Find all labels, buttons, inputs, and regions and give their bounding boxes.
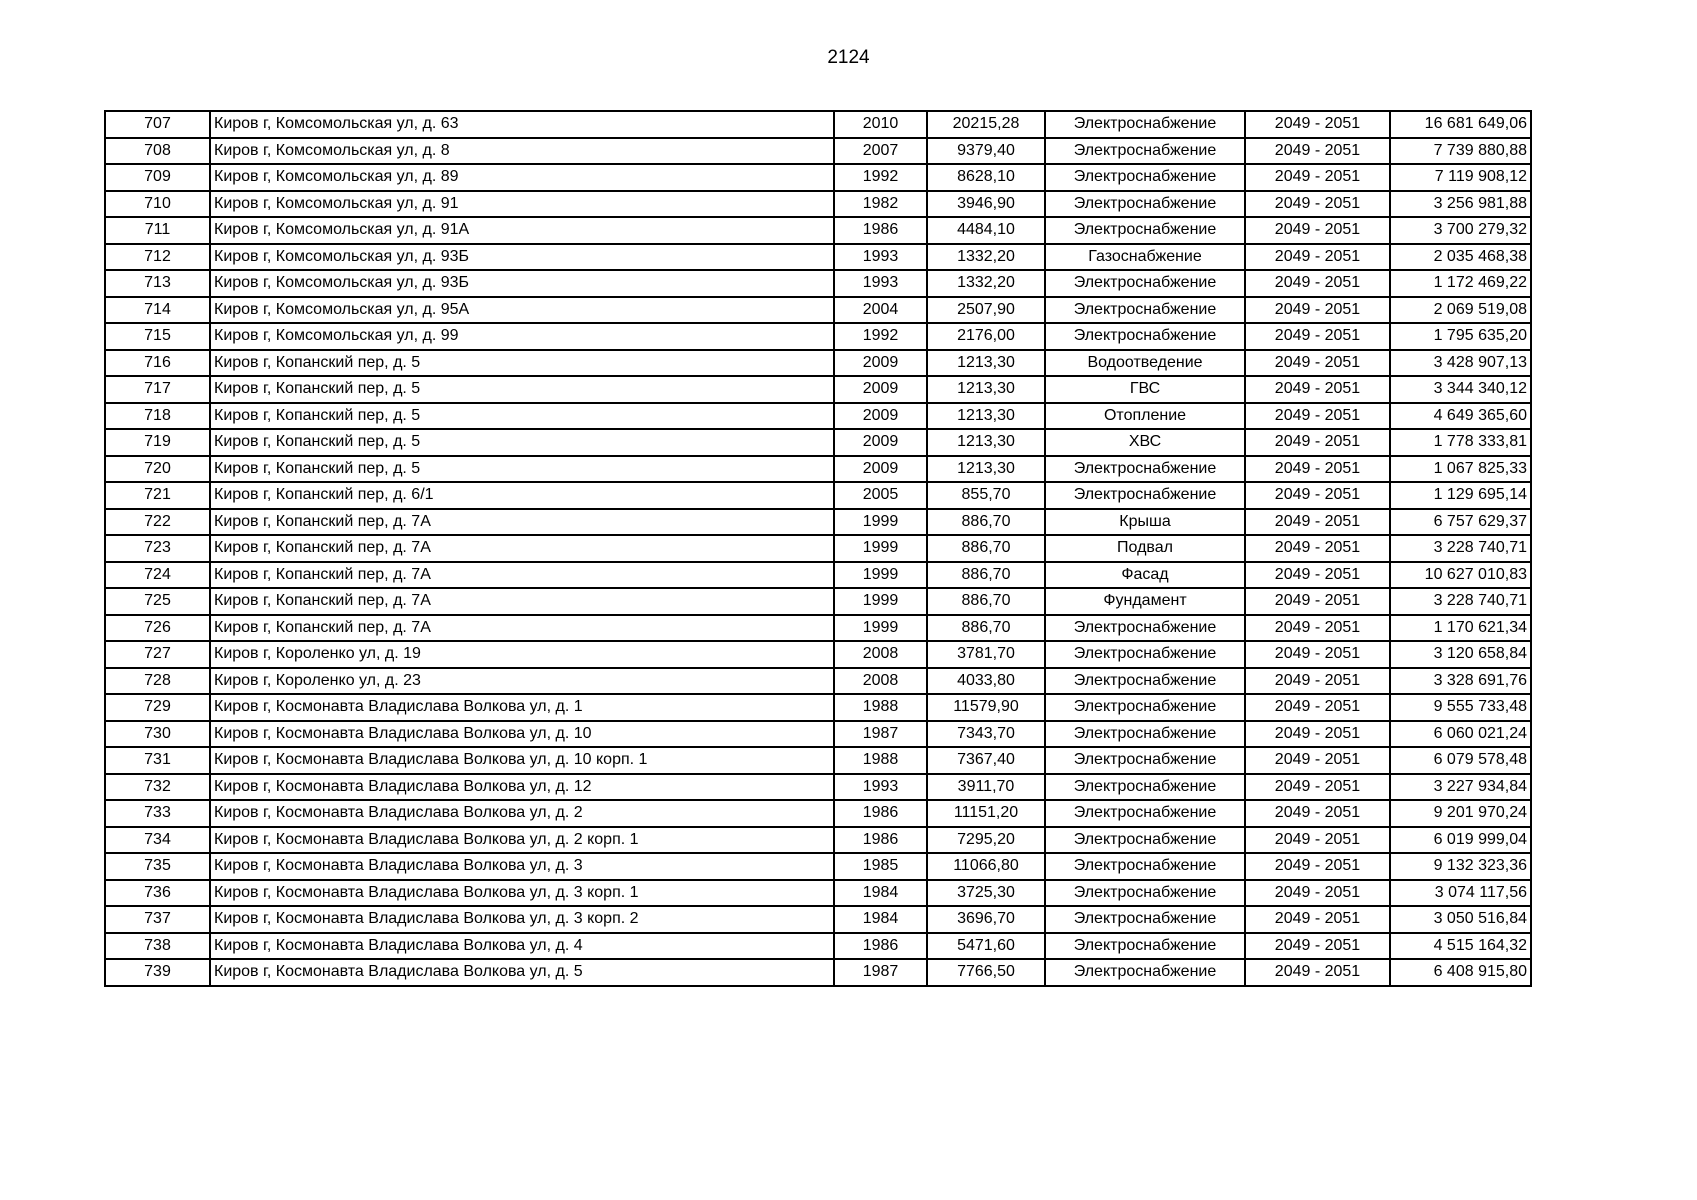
area-cell: 4033,80	[927, 668, 1045, 695]
table-row	[105, 641, 1531, 668]
area-cell: 1213,30	[927, 350, 1045, 377]
period-cell: 2049 - 2051	[1245, 774, 1390, 801]
area-cell: 7766,50	[927, 959, 1045, 986]
cost-cell: 9 201 970,24	[1390, 800, 1531, 827]
year-cell: 1999	[834, 509, 927, 536]
address-cell: Киров г, Копанский пер, д. 5	[210, 429, 834, 456]
address-cell: Киров г, Космонавта Владислава Волкова ул, д. 10 корп. 1	[210, 747, 834, 774]
address-cell: Киров г, Копанский пер, д. 7А	[210, 509, 834, 536]
cost-cell: 3 120 658,84	[1390, 641, 1531, 668]
cost-cell: 1 172 469,22	[1390, 270, 1531, 297]
area-cell: 1213,30	[927, 376, 1045, 403]
table-row	[105, 138, 1531, 165]
cost-cell: 9 132 323,36	[1390, 853, 1531, 880]
row-number-cell: 712	[105, 244, 210, 271]
work-type-cell: Электроснабжение	[1045, 217, 1245, 244]
area-cell: 7343,70	[927, 721, 1045, 748]
period-cell: 2049 - 2051	[1245, 191, 1390, 218]
cost-cell: 1 067 825,33	[1390, 456, 1531, 483]
address-cell: Киров г, Космонавта Владислава Волкова ул, д. 10	[210, 721, 834, 748]
address-cell: Киров г, Копанский пер, д. 5	[210, 456, 834, 483]
table-row	[105, 800, 1531, 827]
area-cell: 20215,28	[927, 111, 1045, 138]
period-cell: 2049 - 2051	[1245, 641, 1390, 668]
address-cell: Киров г, Космонавта Владислава Волкова ул, д. 12	[210, 774, 834, 801]
year-cell: 1984	[834, 880, 927, 907]
area-cell: 886,70	[927, 588, 1045, 615]
period-cell: 2049 - 2051	[1245, 429, 1390, 456]
area-cell: 11151,20	[927, 800, 1045, 827]
year-cell: 2009	[834, 376, 927, 403]
period-cell: 2049 - 2051	[1245, 376, 1390, 403]
area-cell: 1213,30	[927, 403, 1045, 430]
address-cell: Киров г, Копанский пер, д. 7А	[210, 535, 834, 562]
period-cell: 2049 - 2051	[1245, 721, 1390, 748]
address-cell: Киров г, Комсомольская ул, д. 63	[210, 111, 834, 138]
row-number-cell: 709	[105, 164, 210, 191]
area-cell: 1332,20	[927, 270, 1045, 297]
address-cell: Киров г, Комсомольская ул, д. 95А	[210, 297, 834, 324]
area-cell: 1213,30	[927, 429, 1045, 456]
cost-cell: 4 649 365,60	[1390, 403, 1531, 430]
row-number-cell: 736	[105, 880, 210, 907]
row-number-cell: 722	[105, 509, 210, 536]
year-cell: 1985	[834, 853, 927, 880]
cost-cell: 1 778 333,81	[1390, 429, 1531, 456]
table-row	[105, 588, 1531, 615]
year-cell: 1986	[834, 800, 927, 827]
row-number-cell: 739	[105, 959, 210, 986]
period-cell: 2049 - 2051	[1245, 535, 1390, 562]
cost-cell: 3 228 740,71	[1390, 535, 1531, 562]
work-type-cell: Фасад	[1045, 562, 1245, 589]
period-cell: 2049 - 2051	[1245, 164, 1390, 191]
address-cell: Киров г, Копанский пер, д. 5	[210, 403, 834, 430]
cost-cell: 3 074 117,56	[1390, 880, 1531, 907]
period-cell: 2049 - 2051	[1245, 668, 1390, 695]
year-cell: 1992	[834, 164, 927, 191]
row-number-cell: 726	[105, 615, 210, 642]
table-row	[105, 350, 1531, 377]
row-number-cell: 723	[105, 535, 210, 562]
table-row	[105, 694, 1531, 721]
area-cell: 7367,40	[927, 747, 1045, 774]
area-cell: 9379,40	[927, 138, 1045, 165]
address-cell: Киров г, Комсомольская ул, д. 99	[210, 323, 834, 350]
cost-cell: 3 227 934,84	[1390, 774, 1531, 801]
period-cell: 2049 - 2051	[1245, 615, 1390, 642]
work-type-cell: Электроснабжение	[1045, 959, 1245, 986]
work-type-cell: Электроснабжение	[1045, 668, 1245, 695]
table-row	[105, 535, 1531, 562]
work-type-cell: Крыша	[1045, 509, 1245, 536]
row-number-cell: 734	[105, 827, 210, 854]
period-cell: 2049 - 2051	[1245, 217, 1390, 244]
work-type-cell: Электроснабжение	[1045, 853, 1245, 880]
row-number-cell: 728	[105, 668, 210, 695]
work-type-cell: ГВС	[1045, 376, 1245, 403]
table-row	[105, 774, 1531, 801]
row-number-cell: 725	[105, 588, 210, 615]
work-type-cell: Электроснабжение	[1045, 297, 1245, 324]
year-cell: 1993	[834, 244, 927, 271]
table-row	[105, 668, 1531, 695]
address-cell: Киров г, Копанский пер, д. 7А	[210, 562, 834, 589]
row-number-cell: 731	[105, 747, 210, 774]
area-cell: 886,70	[927, 615, 1045, 642]
row-number-cell: 717	[105, 376, 210, 403]
year-cell: 1988	[834, 694, 927, 721]
address-cell: Киров г, Комсомольская ул, д. 93Б	[210, 270, 834, 297]
row-number-cell: 719	[105, 429, 210, 456]
address-cell: Киров г, Короленко ул, д. 23	[210, 668, 834, 695]
cost-cell: 3 228 740,71	[1390, 588, 1531, 615]
period-cell: 2049 - 2051	[1245, 747, 1390, 774]
period-cell: 2049 - 2051	[1245, 111, 1390, 138]
area-cell: 2176,00	[927, 323, 1045, 350]
table-row	[105, 853, 1531, 880]
period-cell: 2049 - 2051	[1245, 853, 1390, 880]
cost-cell: 3 700 279,32	[1390, 217, 1531, 244]
year-cell: 2009	[834, 456, 927, 483]
period-cell: 2049 - 2051	[1245, 138, 1390, 165]
cost-cell: 7 739 880,88	[1390, 138, 1531, 165]
table-row	[105, 164, 1531, 191]
table-body	[105, 111, 1531, 986]
table-row	[105, 959, 1531, 986]
year-cell: 1987	[834, 721, 927, 748]
area-cell: 1213,30	[927, 456, 1045, 483]
year-cell: 1986	[834, 827, 927, 854]
period-cell: 2049 - 2051	[1245, 800, 1390, 827]
work-type-cell: Электроснабжение	[1045, 615, 1245, 642]
year-cell: 1986	[834, 933, 927, 960]
table-row	[105, 429, 1531, 456]
period-cell: 2049 - 2051	[1245, 270, 1390, 297]
area-cell: 1332,20	[927, 244, 1045, 271]
area-cell: 3725,30	[927, 880, 1045, 907]
cost-cell: 10 627 010,83	[1390, 562, 1531, 589]
year-cell: 2004	[834, 297, 927, 324]
cost-cell: 9 555 733,48	[1390, 694, 1531, 721]
table-row	[105, 933, 1531, 960]
period-cell: 2049 - 2051	[1245, 244, 1390, 271]
address-cell: Киров г, Космонавта Владислава Волкова ул, д. 4	[210, 933, 834, 960]
area-cell: 11579,90	[927, 694, 1045, 721]
row-number-cell: 732	[105, 774, 210, 801]
area-cell: 5471,60	[927, 933, 1045, 960]
work-type-cell: Фундамент	[1045, 588, 1245, 615]
table-row	[105, 456, 1531, 483]
period-cell: 2049 - 2051	[1245, 694, 1390, 721]
year-cell: 2009	[834, 403, 927, 430]
period-cell: 2049 - 2051	[1245, 482, 1390, 509]
cost-cell: 7 119 908,12	[1390, 164, 1531, 191]
year-cell: 1999	[834, 535, 927, 562]
work-type-cell: Электроснабжение	[1045, 880, 1245, 907]
table-row	[105, 323, 1531, 350]
building-works-table	[104, 110, 1532, 987]
area-cell: 11066,80	[927, 853, 1045, 880]
row-number-cell: 714	[105, 297, 210, 324]
address-cell: Киров г, Копанский пер, д. 6/1	[210, 482, 834, 509]
work-type-cell: Электроснабжение	[1045, 827, 1245, 854]
cost-cell: 6 757 629,37	[1390, 509, 1531, 536]
year-cell: 1984	[834, 906, 927, 933]
work-type-cell: Электроснабжение	[1045, 694, 1245, 721]
address-cell: Киров г, Комсомольская ул, д. 89	[210, 164, 834, 191]
row-number-cell: 724	[105, 562, 210, 589]
period-cell: 2049 - 2051	[1245, 509, 1390, 536]
year-cell: 1993	[834, 270, 927, 297]
area-cell: 886,70	[927, 509, 1045, 536]
cost-cell: 6 408 915,80	[1390, 959, 1531, 986]
area-cell: 4484,10	[927, 217, 1045, 244]
year-cell: 1992	[834, 323, 927, 350]
address-cell: Киров г, Короленко ул, д. 19	[210, 641, 834, 668]
table-row	[105, 217, 1531, 244]
address-cell: Киров г, Космонавта Владислава Волкова ул, д. 2 корп. 1	[210, 827, 834, 854]
cost-cell: 2 069 519,08	[1390, 297, 1531, 324]
period-cell: 2049 - 2051	[1245, 959, 1390, 986]
work-type-cell: Электроснабжение	[1045, 774, 1245, 801]
table-row	[105, 747, 1531, 774]
page-number: 2124	[827, 47, 870, 68]
table-row	[105, 562, 1531, 589]
work-type-cell: Электроснабжение	[1045, 747, 1245, 774]
work-type-cell: Отопление	[1045, 403, 1245, 430]
year-cell: 1999	[834, 615, 927, 642]
row-number-cell: 713	[105, 270, 210, 297]
work-type-cell: Электроснабжение	[1045, 641, 1245, 668]
cost-cell: 16 681 649,06	[1390, 111, 1531, 138]
area-cell: 855,70	[927, 482, 1045, 509]
address-cell: Киров г, Копанский пер, д. 5	[210, 376, 834, 403]
table-row	[105, 191, 1531, 218]
work-type-cell: Электроснабжение	[1045, 906, 1245, 933]
table-row	[105, 827, 1531, 854]
table-row	[105, 111, 1531, 138]
row-number-cell: 710	[105, 191, 210, 218]
table-row	[105, 403, 1531, 430]
table-row	[105, 509, 1531, 536]
year-cell: 2008	[834, 641, 927, 668]
period-cell: 2049 - 2051	[1245, 297, 1390, 324]
cost-cell: 4 515 164,32	[1390, 933, 1531, 960]
year-cell: 1982	[834, 191, 927, 218]
row-number-cell: 738	[105, 933, 210, 960]
period-cell: 2049 - 2051	[1245, 456, 1390, 483]
period-cell: 2049 - 2051	[1245, 906, 1390, 933]
table-row	[105, 615, 1531, 642]
period-cell: 2049 - 2051	[1245, 933, 1390, 960]
year-cell: 1999	[834, 588, 927, 615]
period-cell: 2049 - 2051	[1245, 827, 1390, 854]
cost-cell: 2 035 468,38	[1390, 244, 1531, 271]
cost-cell: 1 795 635,20	[1390, 323, 1531, 350]
year-cell: 1993	[834, 774, 927, 801]
address-cell: Киров г, Комсомольская ул, д. 8	[210, 138, 834, 165]
work-type-cell: Электроснабжение	[1045, 456, 1245, 483]
work-type-cell: Подвал	[1045, 535, 1245, 562]
table-row	[105, 721, 1531, 748]
work-type-cell: Электроснабжение	[1045, 800, 1245, 827]
area-cell: 886,70	[927, 535, 1045, 562]
cost-cell: 3 328 691,76	[1390, 668, 1531, 695]
period-cell: 2049 - 2051	[1245, 880, 1390, 907]
year-cell: 2009	[834, 350, 927, 377]
year-cell: 2008	[834, 668, 927, 695]
cost-cell: 1 129 695,14	[1390, 482, 1531, 509]
year-cell: 2007	[834, 138, 927, 165]
year-cell: 1999	[834, 562, 927, 589]
table-row	[105, 880, 1531, 907]
row-number-cell: 715	[105, 323, 210, 350]
cost-cell: 3 344 340,12	[1390, 376, 1531, 403]
address-cell: Киров г, Космонавта Владислава Волкова ул, д. 3 корп. 1	[210, 880, 834, 907]
row-number-cell: 729	[105, 694, 210, 721]
row-number-cell: 718	[105, 403, 210, 430]
work-type-cell: Электроснабжение	[1045, 721, 1245, 748]
work-type-cell: Электроснабжение	[1045, 933, 1245, 960]
work-type-cell: Газоснабжение	[1045, 244, 1245, 271]
address-cell: Киров г, Космонавта Владислава Волкова ул, д. 3 корп. 2	[210, 906, 834, 933]
period-cell: 2049 - 2051	[1245, 588, 1390, 615]
period-cell: 2049 - 2051	[1245, 350, 1390, 377]
year-cell: 1987	[834, 959, 927, 986]
cost-cell: 1 170 621,34	[1390, 615, 1531, 642]
work-type-cell: Электроснабжение	[1045, 164, 1245, 191]
area-cell: 886,70	[927, 562, 1045, 589]
area-cell: 3781,70	[927, 641, 1045, 668]
period-cell: 2049 - 2051	[1245, 562, 1390, 589]
row-number-cell: 720	[105, 456, 210, 483]
address-cell: Киров г, Космонавта Владислава Волкова ул, д. 2	[210, 800, 834, 827]
work-type-cell: Электроснабжение	[1045, 111, 1245, 138]
table-row	[105, 376, 1531, 403]
row-number-cell: 721	[105, 482, 210, 509]
work-type-cell: Электроснабжение	[1045, 270, 1245, 297]
cost-cell: 3 428 907,13	[1390, 350, 1531, 377]
area-cell: 2507,90	[927, 297, 1045, 324]
period-cell: 2049 - 2051	[1245, 403, 1390, 430]
row-number-cell: 708	[105, 138, 210, 165]
address-cell: Киров г, Копанский пер, д. 7А	[210, 588, 834, 615]
area-cell: 8628,10	[927, 164, 1045, 191]
period-cell: 2049 - 2051	[1245, 323, 1390, 350]
address-cell: Киров г, Копанский пер, д. 7А	[210, 615, 834, 642]
year-cell: 2010	[834, 111, 927, 138]
address-cell: Киров г, Космонавта Владислава Волкова ул, д. 1	[210, 694, 834, 721]
cost-cell: 6 060 021,24	[1390, 721, 1531, 748]
table-row	[105, 244, 1531, 271]
area-cell: 7295,20	[927, 827, 1045, 854]
row-number-cell: 727	[105, 641, 210, 668]
row-number-cell: 730	[105, 721, 210, 748]
area-cell: 3911,70	[927, 774, 1045, 801]
row-number-cell: 711	[105, 217, 210, 244]
work-type-cell: Водоотведение	[1045, 350, 1245, 377]
row-number-cell: 707	[105, 111, 210, 138]
address-cell: Киров г, Копанский пер, д. 5	[210, 350, 834, 377]
cost-cell: 3 256 981,88	[1390, 191, 1531, 218]
work-type-cell: ХВС	[1045, 429, 1245, 456]
row-number-cell: 733	[105, 800, 210, 827]
address-cell: Киров г, Космонавта Владислава Волкова ул, д. 3	[210, 853, 834, 880]
row-number-cell: 735	[105, 853, 210, 880]
year-cell: 2005	[834, 482, 927, 509]
table-row	[105, 906, 1531, 933]
table-row	[105, 297, 1531, 324]
work-type-cell: Электроснабжение	[1045, 191, 1245, 218]
cost-cell: 6 079 578,48	[1390, 747, 1531, 774]
area-cell: 3696,70	[927, 906, 1045, 933]
work-type-cell: Электроснабжение	[1045, 138, 1245, 165]
table-row	[105, 482, 1531, 509]
address-cell: Киров г, Космонавта Владислава Волкова ул, д. 5	[210, 959, 834, 986]
address-cell: Киров г, Комсомольская ул, д. 93Б	[210, 244, 834, 271]
area-cell: 3946,90	[927, 191, 1045, 218]
table-row	[105, 270, 1531, 297]
cost-cell: 6 019 999,04	[1390, 827, 1531, 854]
work-type-cell: Электроснабжение	[1045, 323, 1245, 350]
address-cell: Киров г, Комсомольская ул, д. 91	[210, 191, 834, 218]
row-number-cell: 716	[105, 350, 210, 377]
row-number-cell: 737	[105, 906, 210, 933]
address-cell: Киров г, Комсомольская ул, д. 91А	[210, 217, 834, 244]
work-type-cell: Электроснабжение	[1045, 482, 1245, 509]
year-cell: 2009	[834, 429, 927, 456]
year-cell: 1986	[834, 217, 927, 244]
year-cell: 1988	[834, 747, 927, 774]
cost-cell: 3 050 516,84	[1390, 906, 1531, 933]
